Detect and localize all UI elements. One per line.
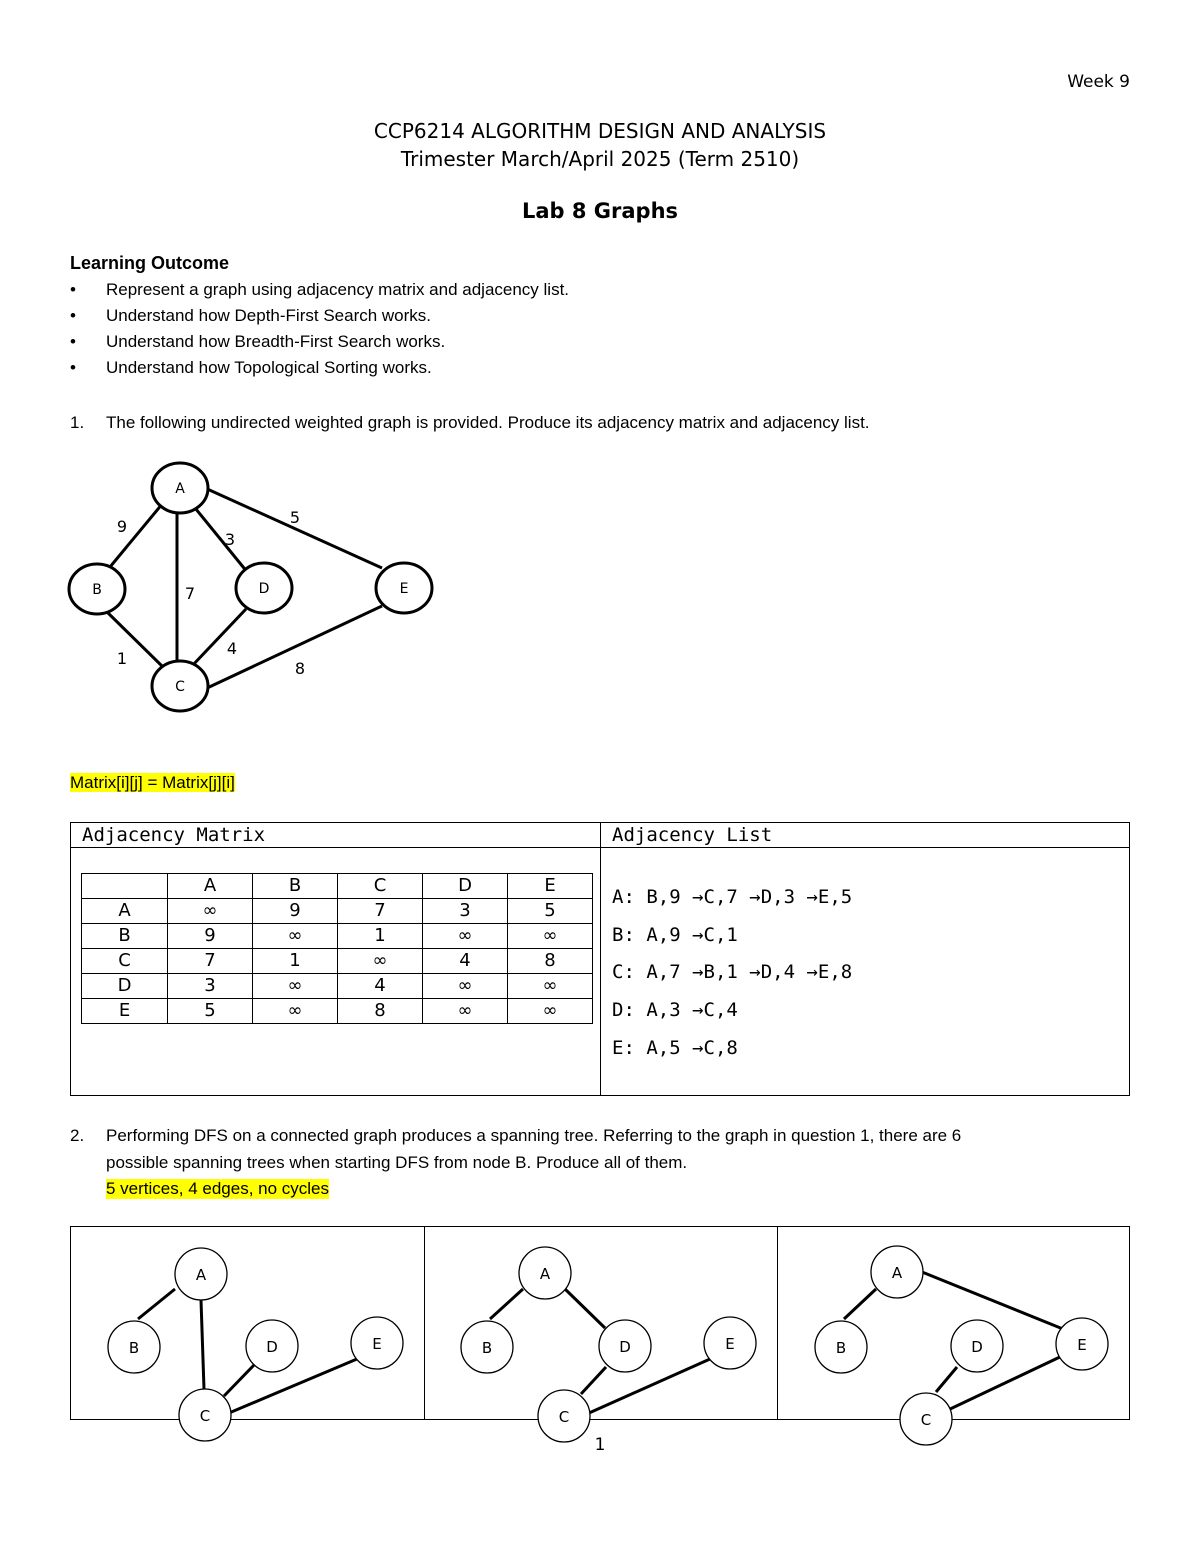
matrix-cell: ∞ [423,974,508,999]
matrix-cell: ∞ [423,924,508,949]
matrix-cell: ∞ [168,899,253,924]
bullet-icon: • [70,306,76,325]
node-label: A [175,481,185,497]
divider [600,822,601,1096]
matrix-cell: C [82,949,168,974]
tree-edge [138,1289,175,1319]
matrix-cell: 9 [168,924,253,949]
tree-node-label: D [266,1338,278,1356]
adjacency-list-entry: C: A,7 →B,1 →D,4 →E,8 [612,961,853,983]
tree-node-label: D [619,1338,631,1356]
matrix-cell: 8 [338,999,423,1024]
edge-a-b [105,503,163,573]
tree-node-label: E [372,1335,382,1353]
matrix-cell: A [168,874,253,899]
spanning-tree-2 [461,1247,756,1442]
edge-c-d [191,609,246,667]
matrix-cell: D [423,874,508,899]
node-label: D [258,581,270,597]
matrix-cell: 8 [508,949,593,974]
adjacency-list-entry: A: B,9 →C,7 →D,3 →E,5 [612,886,853,908]
matrix-cell: 7 [168,949,253,974]
matrix-row [82,999,593,1024]
tree-edge [224,1365,254,1396]
learning-outcome-text: Understand how Topological Sorting works. [106,358,432,377]
bullet-icon: • [70,358,76,377]
tree-edge [922,1272,1063,1329]
edge-weight: 4 [226,639,238,658]
learning-outcome-heading: Learning Outcome [70,253,230,273]
matrix-cell: E [508,874,593,899]
edge-a-d [191,503,248,573]
matrix-cell: B [253,874,338,899]
matrix-cell: D [82,974,168,999]
tree-node-label: A [539,1265,551,1283]
bullet-icon: • [70,332,76,351]
course-title: CCP6214 ALGORITHM DESIGN AND ANALYSIS [373,119,827,143]
adjacency-matrix-title: Adjacency Matrix [82,824,266,846]
tree-node-label: E [1077,1336,1087,1354]
matrix-cell: ∞ [338,949,423,974]
matrix-cell: ∞ [253,999,338,1024]
spanning-tree-1 [108,1248,403,1441]
tree-edge [490,1289,523,1319]
matrix-cell: 7 [338,899,423,924]
question-text: Performing DFS on a connected graph produces a spanning tree. Referring to the graph in question 1, there are 6 [106,1126,962,1145]
matrix-cell: ∞ [508,974,593,999]
matrix-cell: ∞ [423,999,508,1024]
week-label: Week 9 [1067,72,1130,92]
lab-title: Lab 8 Graphs [521,199,679,223]
adjacency-list-entry: B: A,9 →C,1 [612,924,738,946]
edge-weight: 7 [184,584,196,603]
matrix-cell: ∞ [508,999,593,1024]
edge-weight: 3 [224,530,236,549]
question-text: The following undirected weighted graph is provided. Produce its adjacency matrix and adjacency list. [106,413,870,432]
tree-node-label: E [725,1335,735,1353]
matrix-cell [82,874,168,899]
node-label: B [92,582,102,598]
adjacency-matrix [81,873,593,1024]
tree-edge [565,1289,605,1328]
edge-weight: 1 [116,649,128,668]
learning-outcome-text: Represent a graph using adjacency matrix and adjacency list. [106,280,570,299]
weighted-graph [60,455,450,725]
matrix-cell: 1 [253,949,338,974]
tree-node-label: A [195,1266,207,1284]
matrix-cell: 4 [338,974,423,999]
matrix-row [82,899,593,924]
question-number: 1. [70,413,85,432]
matrix-cell: 5 [508,899,593,924]
matrix-cell: ∞ [508,924,593,949]
spanning-tree-3 [815,1246,1108,1445]
tree-edge [201,1300,204,1389]
matrix-cell: 4 [423,949,508,974]
learning-outcome-text: Understand how Breadth-First Search works. [106,332,446,351]
matrix-cell: ∞ [253,974,338,999]
tree-edge [229,1359,357,1413]
tree-node-label: C [199,1407,211,1425]
tree-node-label: A [891,1264,903,1282]
question-text: possible spanning trees when starting DFS from node B. Produce all of them. [106,1153,688,1172]
matrix-cell: 3 [168,974,253,999]
matrix-cell: B [82,924,168,949]
matrix-header-row [82,874,593,899]
bullet-icon: • [70,280,76,299]
highlighted-note: Matrix[i][j] = Matrix[j][i] [70,773,235,792]
tree-edge [589,1359,710,1413]
tree-node-label: C [920,1411,932,1429]
tree-node-label: B [481,1339,493,1357]
highlighted-note: 5 vertices, 4 edges, no cycles [106,1179,330,1198]
matrix-row [82,974,593,999]
matrix-cell: A [82,899,168,924]
matrix-cell: 3 [423,899,508,924]
tree-node-label: B [835,1339,847,1357]
matrix-row [82,949,593,974]
adjacency-list-entry: E: A,5 →C,8 [612,1037,738,1059]
edge-weight: 5 [289,508,301,527]
term-subtitle: Trimester March/April 2025 (Term 2510) [400,147,800,171]
question-number: 2. [70,1126,85,1145]
edge-a-e [205,488,382,568]
node-label: C [175,679,185,695]
matrix-cell: E [82,999,168,1024]
matrix-cell: 9 [253,899,338,924]
adjacency-list-entry: D: A,3 →C,4 [612,999,738,1021]
page-number: 1 [594,1435,606,1455]
edge-weight: 9 [116,517,128,536]
learning-outcome-text: Understand how Depth-First Search works. [106,306,432,325]
matrix-symmetry-note [70,773,235,793]
edge-b-c [105,610,163,667]
matrix-cell: C [338,874,423,899]
matrix-cell: ∞ [253,924,338,949]
node-label: E [399,581,409,597]
tree-edge [844,1289,876,1319]
spanning-trees [0,1226,1200,1456]
tree-node-label: B [128,1339,140,1357]
tree-edge [936,1367,957,1392]
tree-edge [581,1367,606,1394]
adjacency-list-title: Adjacency List [612,824,773,846]
matrix-row [82,924,593,949]
tree-node-label: C [558,1408,570,1426]
matrix-cell: 5 [168,999,253,1024]
matrix-cell: 1 [338,924,423,949]
edge-weight: 8 [294,659,306,678]
tree-node-label: D [971,1338,983,1356]
